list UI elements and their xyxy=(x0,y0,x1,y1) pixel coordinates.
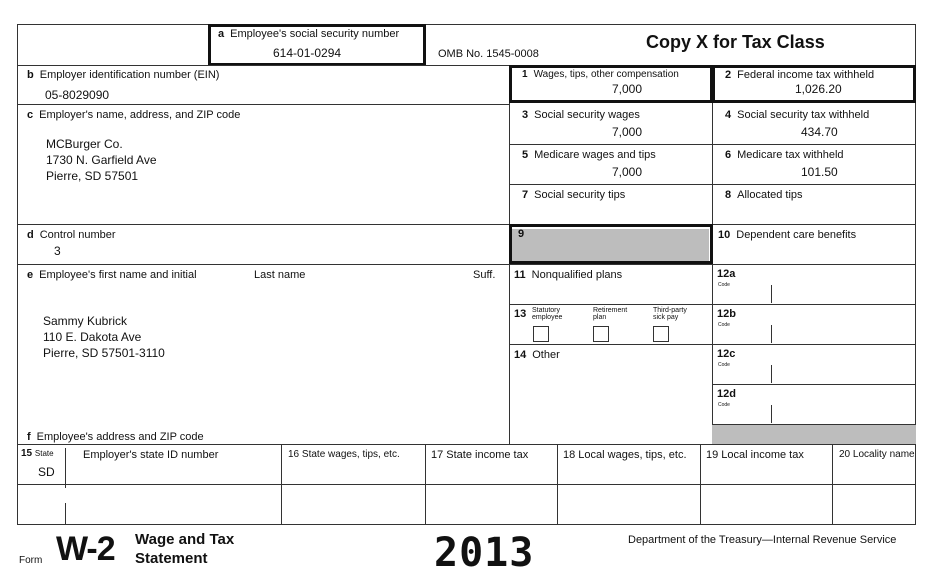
box-2-label: 2 Federal income tax withheld xyxy=(725,69,875,81)
box-4-label: 4 Social security tax withheld xyxy=(725,109,870,121)
state-id-label: Employer's state ID number xyxy=(83,449,219,461)
box-1-value: 7,000 xyxy=(612,82,643,96)
box-d-label: d Control number xyxy=(27,229,116,241)
box-4-value: 434.70 xyxy=(801,125,838,139)
box-12d-label: 12d xyxy=(717,388,736,400)
box-8-label: 8 Allocated tips xyxy=(725,189,803,201)
box-16-label: 16 State wages, tips, etc. xyxy=(288,449,400,460)
box-a-label: a Employee's social security number xyxy=(218,28,400,40)
box-9-shade xyxy=(512,229,709,261)
form-title-line2: Statement xyxy=(135,550,208,567)
tax-year: 2013 xyxy=(434,530,535,576)
box-15-label: 15 State xyxy=(21,448,54,459)
retirement-checkbox[interactable] xyxy=(593,326,609,342)
code-letters-12d: Code xyxy=(718,402,730,408)
box-20-label: 20 Locality name xyxy=(839,449,915,460)
box-c-label: c Employer's name, address, and ZIP code xyxy=(27,109,241,121)
last-name-label: Last name xyxy=(254,269,306,281)
agency: Department of the Treasury—Internal Revenue Service xyxy=(628,534,897,546)
omb-number: OMB No. 1545-0008 xyxy=(438,48,539,60)
statutory-checkbox[interactable] xyxy=(533,326,549,342)
employer-address2: Pierre, SD 57501 xyxy=(46,169,139,183)
box-1-label: 1 Wages, tips, other compensation xyxy=(522,69,679,80)
state-value: SD xyxy=(38,465,55,479)
box-12a-label: 12a xyxy=(717,268,736,280)
retirement-label: Retirement plan xyxy=(593,307,628,321)
box-6-value: 101.50 xyxy=(801,165,838,179)
box-7-label: 7 Social security tips xyxy=(522,189,626,201)
copy-label: Copy X for Tax Class xyxy=(646,32,825,52)
employer-address1: 1730 N. Garfield Ave xyxy=(46,153,157,167)
employee-address1: 110 E. Dakota Ave xyxy=(43,330,142,344)
employer-name: MCBurger Co. xyxy=(46,137,123,151)
box-17-label: 17 State income tax xyxy=(431,449,529,461)
box-5-value: 7,000 xyxy=(612,165,643,179)
box-12c-label: 12c xyxy=(717,348,736,360)
box-19-label: 19 Local income tax xyxy=(706,449,804,461)
code-letters-12b: Code xyxy=(718,322,730,328)
form-word: Form xyxy=(19,555,43,566)
box-3-value: 7,000 xyxy=(612,125,643,139)
ssn-value: 614-01-0294 xyxy=(273,46,342,60)
box-13-num: 13 xyxy=(514,308,527,320)
form-title-line1: Wage and Tax xyxy=(135,531,235,548)
code-letters-12a: Code xyxy=(718,282,730,288)
box-b-label: b Employer identification number (EIN) xyxy=(27,69,220,81)
box-9-num: 9 xyxy=(518,228,525,240)
box-10-label: 10 Dependent care benefits xyxy=(718,229,857,241)
box-12b-label: 12b xyxy=(717,308,736,320)
employee-name: Sammy Kubrick xyxy=(43,314,128,328)
thirdparty-checkbox[interactable] xyxy=(653,326,669,342)
control-number: 3 xyxy=(54,244,61,258)
box-6-label: 6 Medicare tax withheld xyxy=(725,149,844,161)
box-2-value: 1,026.20 xyxy=(795,82,842,96)
thirdparty-label: Third-party sick pay xyxy=(653,307,687,321)
suffix-label: Suff. xyxy=(473,269,496,281)
box-5-label: 5 Medicare wages and tips xyxy=(522,149,656,161)
employee-address2: Pierre, SD 57501-3110 xyxy=(43,346,165,360)
form-name: W-2 xyxy=(56,530,115,568)
box-3-label: 3 Social security wages xyxy=(522,109,640,121)
box-14-label: 14 Other xyxy=(514,349,560,361)
box-11-label: 11 Nonqualified plans xyxy=(514,269,623,281)
box-18-label: 18 Local wages, tips, etc. xyxy=(563,449,687,461)
shaded-box-12 xyxy=(712,424,916,444)
box-f-label: f Employee's address and ZIP code xyxy=(27,431,204,443)
code-letters-12c: Code xyxy=(718,362,730,368)
statutory-label: Statutory employee xyxy=(532,307,563,321)
ein-value: 05-8029090 xyxy=(45,88,110,102)
box-e-label: e Employee's first name and initial xyxy=(27,269,197,281)
